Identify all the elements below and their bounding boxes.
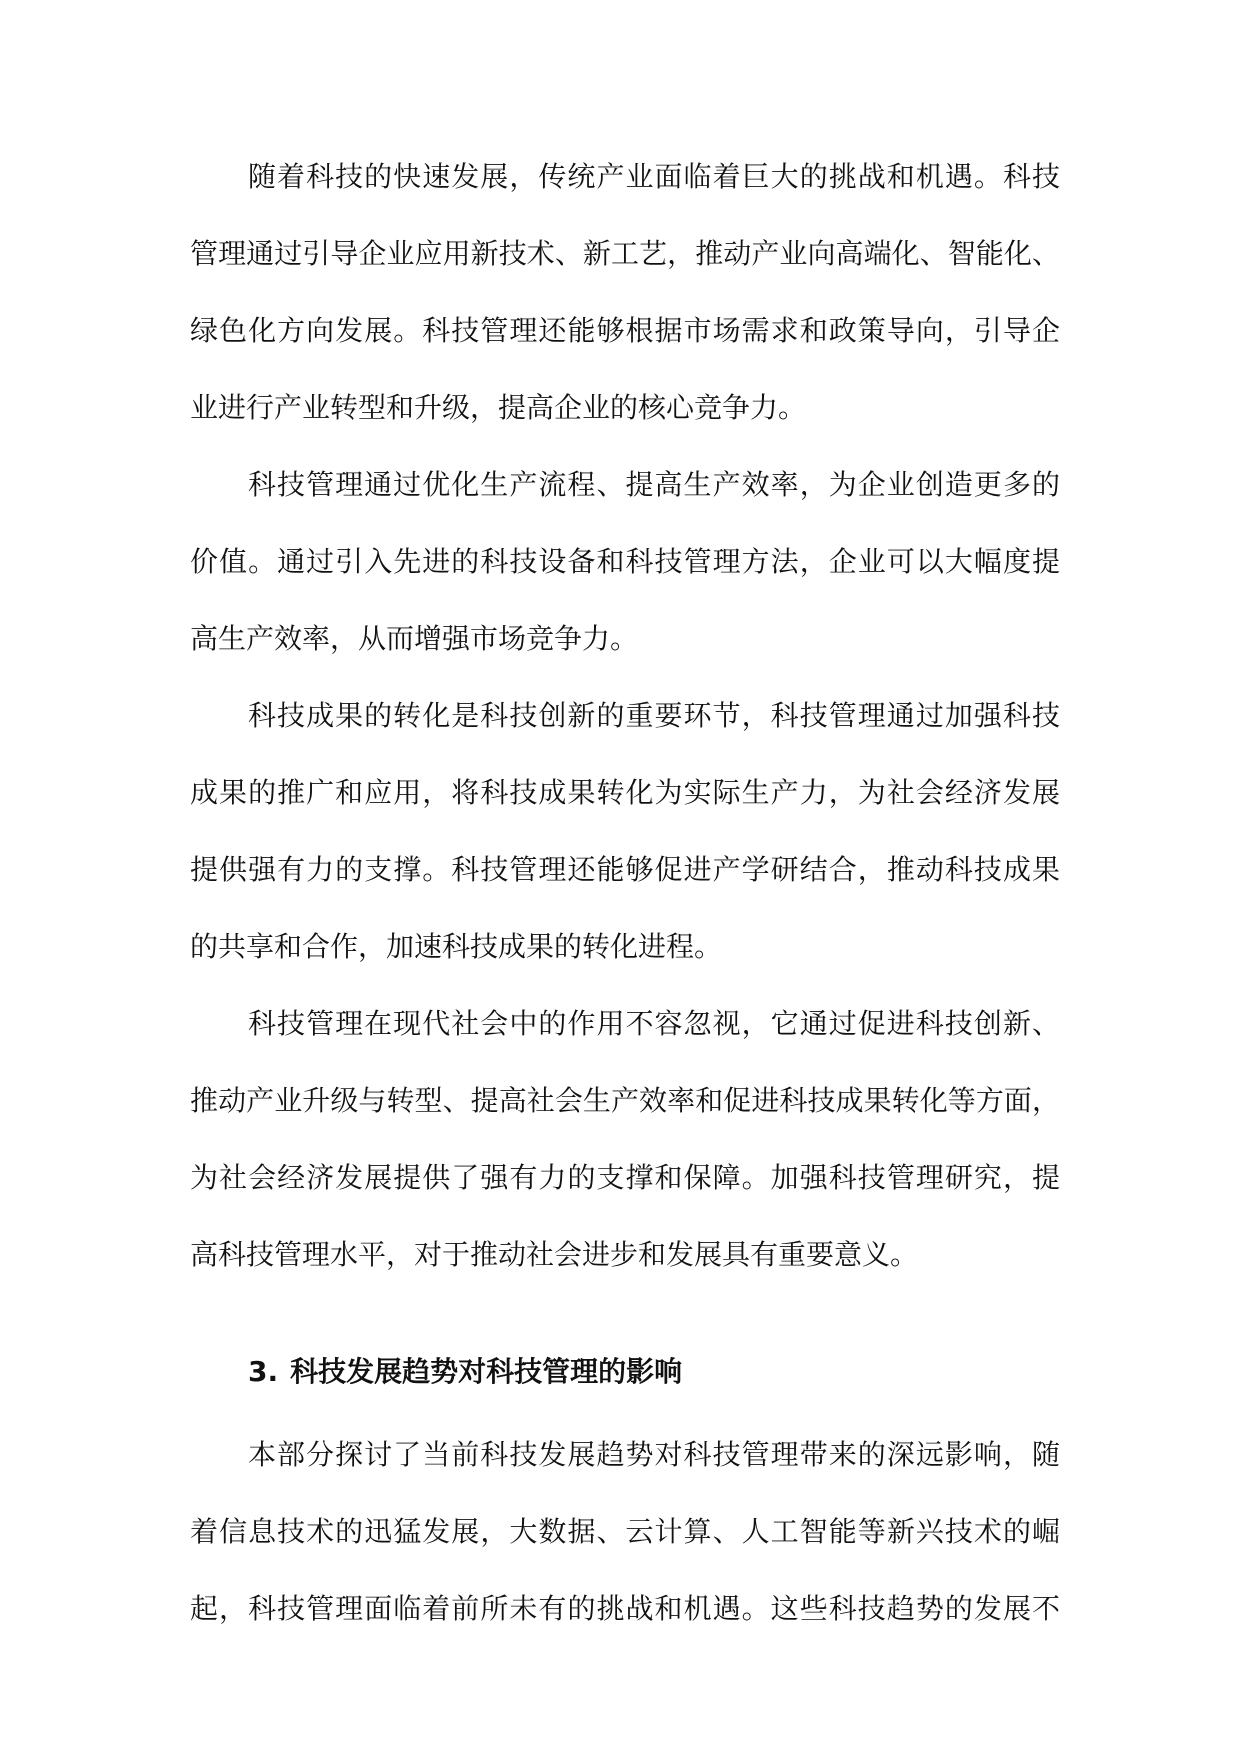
- text-line: 提供强有力的支撑。科技管理还能够促进产学研结合，推动科技成果: [190, 853, 1060, 886]
- paragraph-production-efficiency: [190, 446, 1060, 677]
- paragraph-summary: [190, 985, 1060, 1293]
- section-title: 科技发展趋势对科技管理的影响: [290, 1355, 683, 1388]
- text-line: 科技管理通过优化生产流程、提高生产效率，为企业创造更多的: [248, 468, 1060, 501]
- text-line: 业进行产业转型和升级，提高企业的核心竞争力。: [190, 391, 807, 424]
- text-line: 管理通过引导企业应用新技术、新工艺，推动产业向高端化、智能化、: [190, 237, 1060, 270]
- text-line: 绿色化方向发展。科技管理还能够根据市场需求和政策导向，引导企: [190, 314, 1060, 347]
- text-line: 科技成果的转化是科技创新的重要环节，科技管理通过加强科技: [248, 699, 1060, 732]
- paragraph-industry-upgrade: [190, 138, 1060, 446]
- paragraph-trends-intro: [190, 1416, 1060, 1647]
- text-line: 科技管理在现代社会中的作用不容忽视，它通过促进科技创新、: [248, 1007, 1060, 1040]
- document-page: [190, 138, 1060, 1647]
- text-line: 成果的推广和应用，将科技成果转化为实际生产力，为社会经济发展: [190, 776, 1060, 809]
- text-line: 起，科技管理面临着前所未有的挑战和机遇。这些科技趋势的发展不: [190, 1592, 1060, 1625]
- text-line: 随着科技的快速发展，传统产业面临着巨大的挑战和机遇。科技: [248, 160, 1060, 193]
- text-line: 价值。通过引入先进的科技设备和科技管理方法，企业可以大幅度提: [190, 545, 1060, 578]
- text-line: 本部分探讨了当前科技发展趋势对科技管理带来的深远影响，随: [248, 1438, 1060, 1471]
- section-heading: [190, 1333, 1060, 1410]
- text-line: 高生产效率，从而增强市场竞争力。: [190, 622, 639, 655]
- text-line: 为社会经济发展提供了强有力的支撑和保障。加强科技管理研究，提: [190, 1161, 1060, 1194]
- text-line: 着信息技术的迅猛发展，大数据、云计算、人工智能等新兴技术的崛: [190, 1515, 1060, 1548]
- text-line: 推动产业升级与转型、提高社会生产效率和促进科技成果转化等方面，: [190, 1084, 1060, 1117]
- section-number: 3.: [248, 1355, 279, 1388]
- paragraph-achievement-transfer: [190, 677, 1060, 985]
- text-line: 高科技管理水平，对于推动社会进步和发展具有重要意义。: [190, 1238, 919, 1271]
- text-line: 的共享和合作，加速科技成果的转化进程。: [190, 930, 723, 963]
